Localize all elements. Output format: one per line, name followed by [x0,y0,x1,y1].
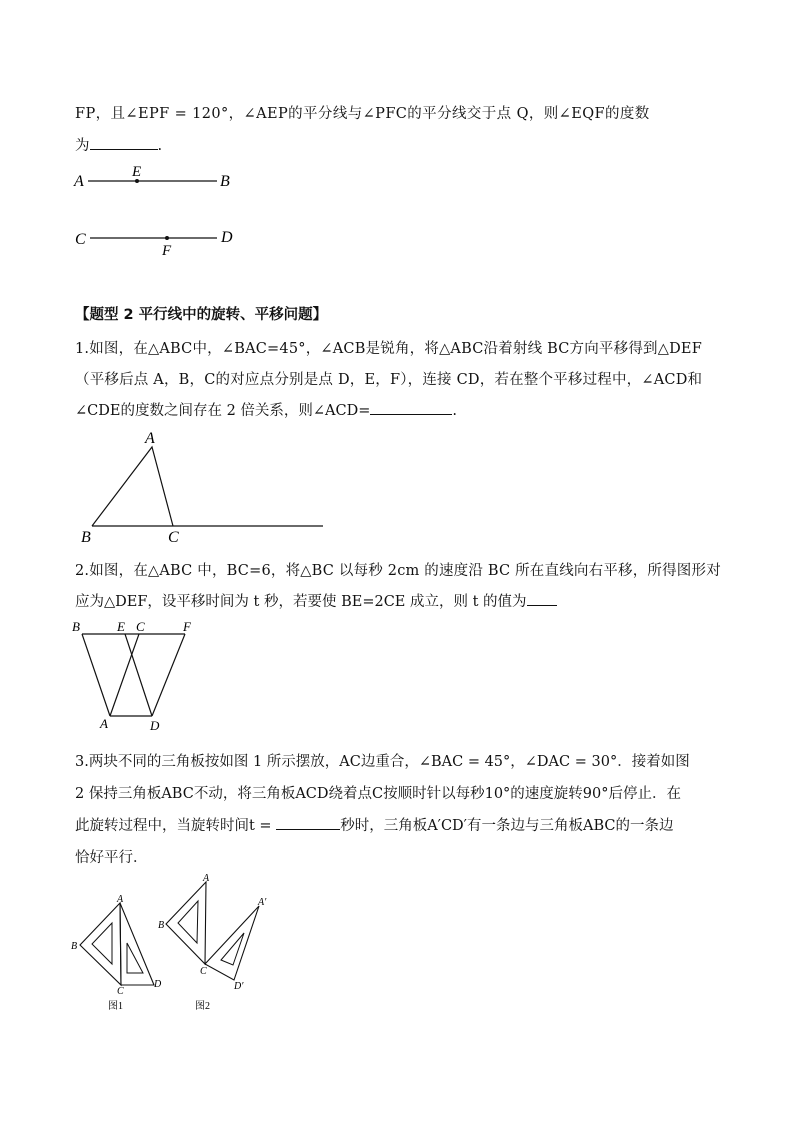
q2-line-2 [75,590,557,611]
intro-line-1 [75,102,650,123]
q1-line-1 [75,337,702,358]
fig2-triangle-abc [166,882,206,964]
q3-line-4 [75,846,148,867]
q2-segment-ca [110,634,139,716]
fig1-label-d: D [154,979,162,990]
intro-text-2: 为 [75,138,90,154]
fig2-label-c: C [200,966,207,977]
q3-answer-blank[interactable] [276,815,340,830]
fig1-triangle-abc [80,903,121,985]
label-f: F [162,243,172,259]
q2-label-f: F [183,619,191,634]
q1-line-3 [75,399,457,420]
q1-text-3: ∠CDE的度数之间存在 2 倍关系，则∠ACD= [75,403,371,419]
q3-line-2 [75,782,681,803]
q3-text-4: 恰好平行． [75,850,148,866]
q3-text-3: 此旋转过程中，当旋转时间t = [75,818,277,834]
q3-figure-2 [158,868,278,1013]
q1-label-c: C [168,529,179,546]
q2-label-d: D [150,718,160,733]
q3-text-2: 2 保持三角板ABC不动，将三角板ACD绕着点C按顺时针以每秒10°的速度旋转90°后停止．在 [75,786,682,802]
q1-triangle-figure [75,428,330,548]
q2-label-a: A [100,716,108,731]
q2-segment-ba [82,634,110,716]
q1-line-2 [75,368,702,389]
fig2-caption: 图2 [195,1001,210,1012]
q1-label-b: B [81,529,91,546]
q2-segment-fd [152,634,185,716]
fig1-label-a: A [117,894,124,905]
q2-text-2: 应为△DEF，设平移时间为 t 秒，若要使 BE=2CE 成立，则 t 的值为 [75,594,527,610]
q3-line-1 [75,750,690,771]
fig2-label-a: A [203,873,210,884]
point-f [165,236,169,240]
intro-text-2-end: . [157,138,163,154]
fig1-label-b: B [71,941,78,952]
fig1-triangle-acd-inner [127,943,143,973]
q2-line-1 [75,559,721,580]
q3-text-1: 3.两块不同的三角板按如图 1 所示摆放，AC边重合，∠BAC = 45°，∠DAC = 30°．接着如图 [75,754,690,770]
q1-label-a: A [145,430,155,447]
q1-text-1: 1.如图，在△ABC中，∠BAC=45°，∠ACB是锐角，将△ABC沿着射线 BC方向平移得到△DEF [75,341,702,357]
q2-answer-blank[interactable] [527,591,557,606]
q2-label-c: C [136,619,145,634]
fig2-label-b: B [158,920,165,931]
label-b: B [220,173,230,190]
fig2-triangle-acd [205,906,259,980]
q1-answer-blank[interactable] [370,400,452,415]
label-a: A [74,173,84,190]
intro-text-1: FP，且∠EPF = 120°，∠AEP的平分线与∠PFC的平分线交于点 Q，则∠EQF的度数 [75,106,650,122]
q2-label-e: E [117,619,125,634]
section-title-text: 【题型 2 平行线中的旋转、平移问题】 [75,307,328,323]
label-d: D [221,229,233,246]
fig1-label-c: C [117,986,124,997]
q3-figure-1 [68,893,168,1013]
q2-label-b: B [72,619,80,634]
fig2-label-d-prime: D′ [234,981,244,992]
q3-line-3 [75,814,673,835]
q3-text-3-end: 秒时，三角板A′CD′有一条边与三角板ABC的一条边 [340,818,674,834]
fig2-label-a-prime: A′ [258,897,267,908]
triangle-abc [92,447,173,526]
q1-text-3-end: . [452,403,457,419]
fig1-caption: 图1 [108,1001,123,1012]
section-title [75,303,327,324]
fig2-triangle-abc-inner [178,901,198,943]
label-c: C [75,231,86,248]
q2-text-1: 2.如图，在△ABC 中，BC=6，将△BC 以每秒 2cm 的速度沿 BC 所在直线向右平移，所得图形对 [75,563,721,579]
q2-segment-ed [125,634,152,716]
q1-text-2: （平移后点 A，B，C的对应点分别是点 D，E，F），连接 CD，若在整个平移过程中，∠ACD和 [75,372,703,388]
q2-translation-figure [70,618,210,736]
parallel-lines-figure [70,160,250,260]
answer-blank[interactable] [90,135,158,150]
intro-line-2 [75,134,162,155]
label-e: E [132,164,142,180]
